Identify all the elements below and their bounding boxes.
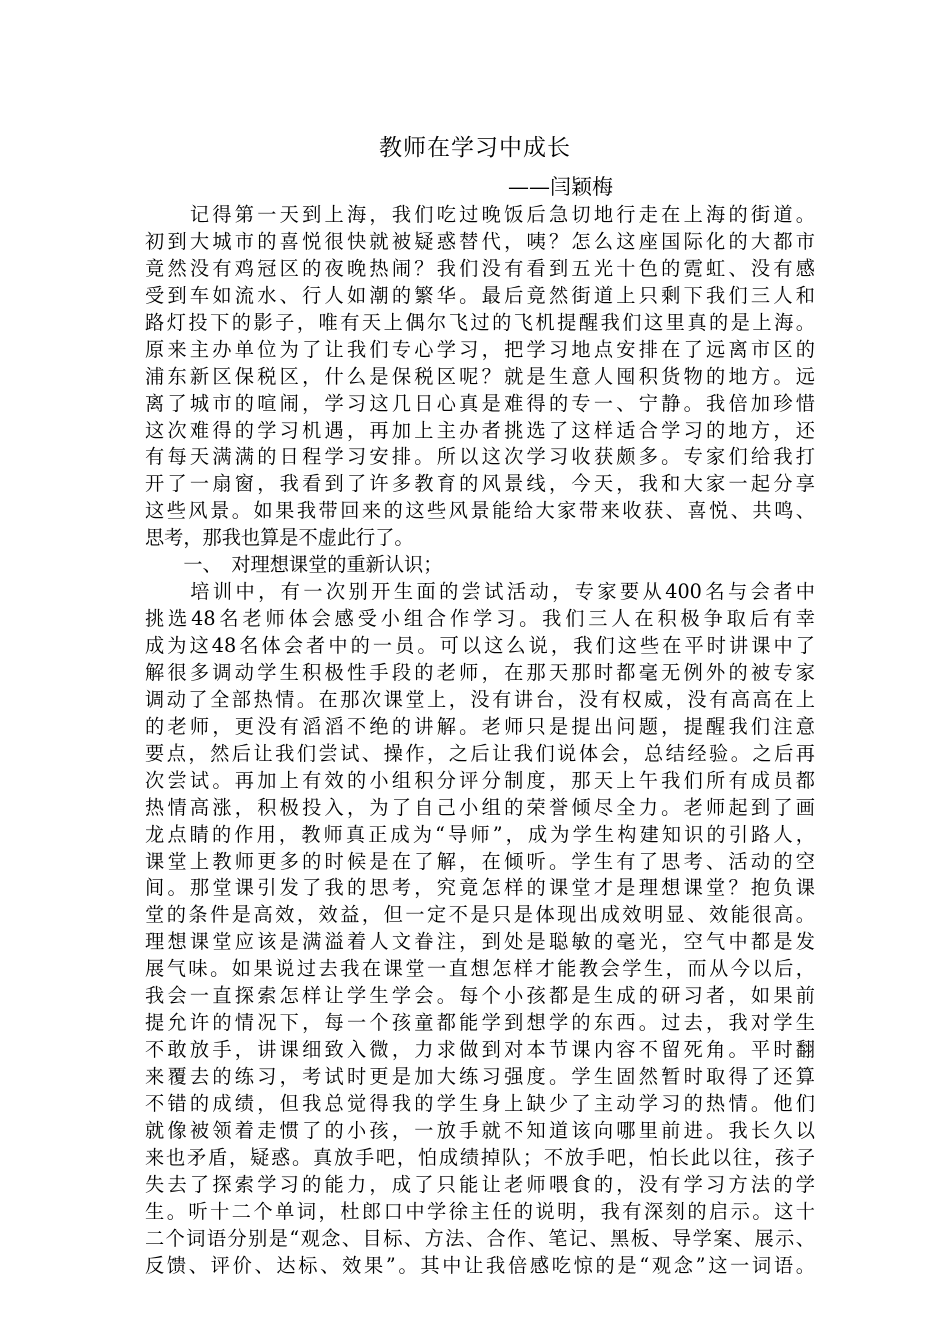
- body-text-line: 不敢放手，讲课细致入微，力求做到对本节课内容不留死角。平时翻: [145, 1038, 815, 1062]
- body-text-line: 解很多调动学生积极性手段的老师，在那天那时都毫无例外的被专家: [145, 660, 815, 684]
- body-text-line: 就像被领着走惯了的小孩，一放手就不知道该向哪里前进。我长久以: [145, 1118, 815, 1142]
- body-text-line: 提允许的情况下，每一个孩童都能学到想学的东西。过去，我对学生: [145, 1011, 815, 1035]
- body-text-line: 的老师，更没有滔滔不绝的讲解。老师只是提出问题，提醒我们注意: [145, 714, 815, 738]
- document-author: ——闫颖梅: [508, 175, 613, 199]
- body-text-line: 竟然没有鸡冠区的夜晚热闹？我们没有看到五光十色的霓虹、没有感: [145, 256, 815, 280]
- body-text-line: 原来主办单位为了让我们专心学习，把学习地点安排在了远离市区的: [145, 337, 815, 361]
- document-body: [145, 202, 815, 1280]
- body-text-line: 理想课堂应该是满溢着人文眷注，到处是聪敏的毫光，空气中都是发: [145, 930, 815, 954]
- body-text-line: 浦东新区保税区，什么是保税区呢？就是生意人囤积货物的地方。远: [145, 364, 815, 388]
- body-text-line: 调动了全部热情。在那次课堂上，没有讲台，没有权威，没有高高在上: [145, 687, 815, 711]
- body-text-line: 要点，然后让我们尝试、操作，之后让我们说体会，总结经验。之后再: [145, 741, 815, 765]
- body-text-line: 失去了探索学习的能力，成了只能让老师喂食的，没有学习方法的学: [145, 1172, 815, 1196]
- body-text-line: 不错的成绩，但我总觉得我的学生身上缺少了主动学习的热情。他们: [145, 1091, 815, 1115]
- body-text-line: 有每天满满的日程学习安排。所以这次学习收获颇多。专家们给我打: [145, 445, 815, 469]
- body-text-line: 次尝试。再加上有效的小组积分评分制度，那天上午我们所有成员都: [145, 768, 815, 792]
- body-text-line: 二个词语分别是“观念、目标、方法、合作、笔记、黑板、导学案、展示、: [145, 1226, 815, 1250]
- body-text-line: 开了一扇窗，我看到了许多教育的风景线，今天，我和大家一起分享: [145, 472, 815, 496]
- body-text-line: 来覆去的练习，考试时更是加大练习强度。学生固然暂时取得了还算: [145, 1065, 815, 1088]
- document-title: 教师在学习中成长: [379, 135, 571, 161]
- body-text-line: 反馈、评价、达标、效果”。其中让我倍感吃惊的是“观念”这一词语。: [145, 1253, 815, 1277]
- body-text-line: 这次难得的学习机遇，再加上主办者挑选了这样适合学习的地方，还: [145, 418, 815, 442]
- body-text-line: 记得第一天到上海，我们吃过晚饭后急切地行走在上海的街道。: [145, 203, 815, 226]
- body-text-line: 初到大城市的喜悦很快就被疑惑替代，咦？怎么这座国际化的大都市: [145, 229, 815, 253]
- body-text-line: 生。听十二个单词，杜郎口中学徐主任的说明，我有深刻的启示。这十: [145, 1199, 815, 1223]
- body-text-line: 来也矛盾，疑惑。真放手吧，怕成绩掉队；不放手吧，怕长此以往，孩子: [145, 1145, 815, 1169]
- body-text-line: 我会一直探索怎样让学生学会。每个小孩都是生成的研习者，如果前: [145, 984, 815, 1008]
- body-text-line: 热情高涨，积极投入，为了自己小组的荣誉倾尽全力。老师起到了画: [145, 795, 815, 819]
- body-text-line: 路灯投下的影子，唯有天上偶尔飞过的飞机提醒我们这里真的是上海。: [145, 310, 815, 334]
- body-text-line: 展气味。如果说过去我在课堂一直想怎样才能教会学生，而从今以后，: [145, 957, 815, 981]
- body-text-line: 成为这48名体会者中的一员。可以这么说，我们这些在平时讲课中了: [145, 634, 815, 657]
- body-text-line: 间。那堂课引发了我的思考，究竟怎样的课堂才是理想课堂？抱负课: [145, 876, 815, 900]
- body-text-line: 挑选48名老师体会感受小组合作学习。我们三人在积极争取后有幸: [145, 607, 815, 631]
- body-text-line: 培训中，有一次别开生面的尝试活动，专家要从400名与会者中: [145, 580, 815, 604]
- body-text-line: 龙点睛的作用，教师真正成为“导师”，成为学生构建知识的引路人，: [145, 822, 815, 846]
- body-text-line: 堂的条件是高效，效益，但一定不是只是体现出成效明显、效能很高。: [145, 903, 815, 927]
- body-text-line: 思考，那我也算是不虚此行了。: [145, 526, 414, 550]
- body-text-line: 这些风景。如果我带回来的这些风景能给大家带来收获、喜悦、共鸣、: [145, 499, 815, 523]
- body-text-line: 离了城市的喧闹，学习这几日心真是难得的专一、宁静。我倍加珍惜: [145, 391, 815, 415]
- body-text-line: 一、 对理想课堂的重新认识；: [145, 553, 443, 577]
- body-text-line: 课堂上教师更多的时候是在了解，在倾听。学生有了思考、活动的空: [145, 849, 815, 873]
- body-text-line: 受到车如流水、行人如潮的繁华。最后竟然街道上只剩下我们三人和: [145, 283, 815, 307]
